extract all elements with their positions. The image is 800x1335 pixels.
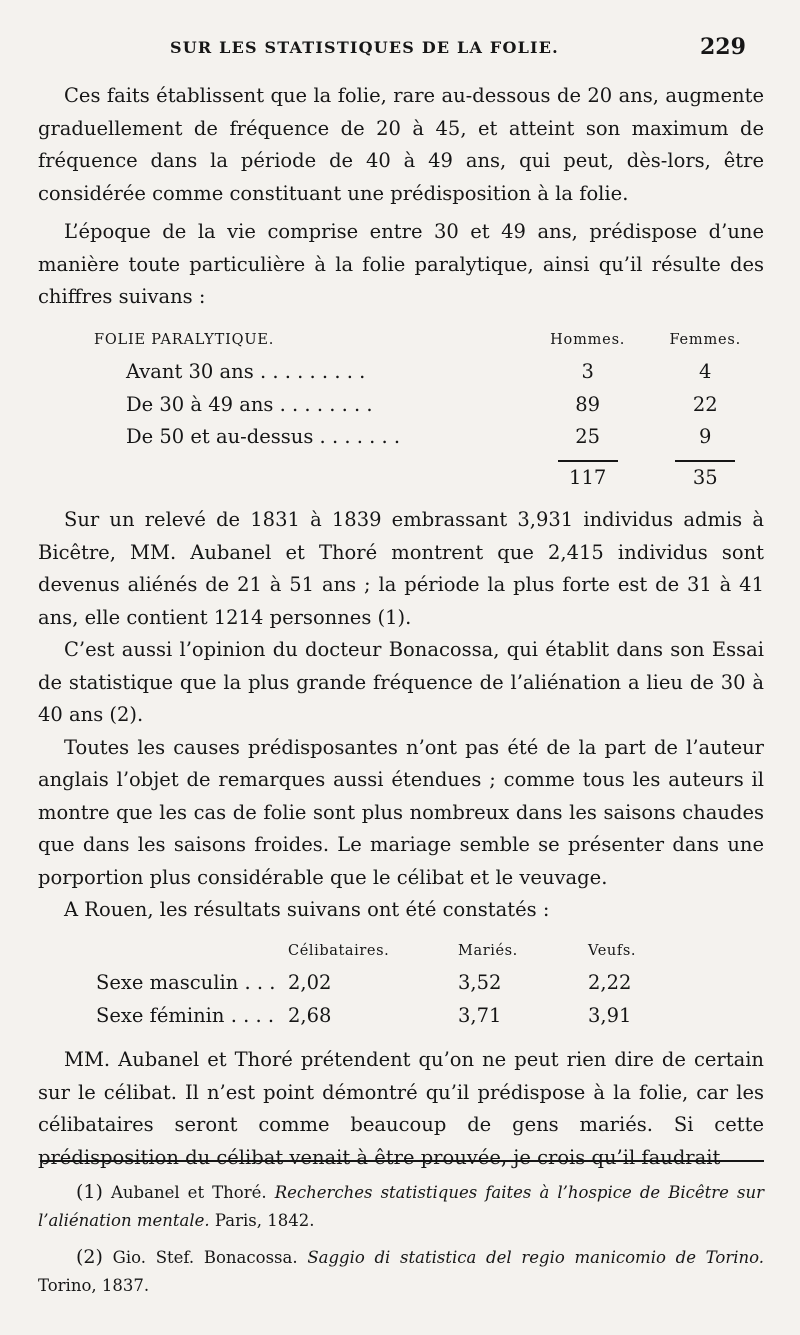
dot-leader: . . . . . . . . bbox=[279, 392, 373, 416]
footnotes bbox=[38, 1178, 764, 1300]
cell-hommes: 3 bbox=[581, 360, 594, 383]
running-title: SUR LES STATISTIQUES DE LA FOLIE. bbox=[170, 38, 559, 57]
cell-veufs: 3,91 bbox=[588, 1003, 632, 1027]
table-row bbox=[38, 421, 764, 454]
etat-civil-table bbox=[38, 935, 764, 1033]
paragraph-5: Toutes les causes prédisposantes n’ont pas été de la part de l’auteur anglais l’objet de remarques aussi étendues ; comme tous les auteurs il montre que les cas de folie sont plus nombreux dans les saisons chaudes que dans les saisons froides. Le mariage semble se présenter dans une porportion plus considérable que le célibat et le veuvage. bbox=[38, 735, 764, 889]
footnote-2 bbox=[38, 1243, 764, 1300]
footnote-title: Recherches statistiques faites à l’hospice de Bicêtre sur l’aliénation mentale. bbox=[38, 1183, 764, 1230]
footnote-rule bbox=[40, 1160, 764, 1162]
column-header-celibataires: Célibataires. bbox=[288, 942, 390, 959]
paragraph-3: Sur un relevé de 1831 à 1839 embrassant 3,931 individus admis à Bicêtre, MM. Aubanel et Thoré montrent que 2,415 individus sont devenus aliénés de 21 à 51 ans ; la période la plus forte est de 31 à 41 ans, elle contient 1214 personnes (1). bbox=[38, 508, 764, 629]
footnote-publication: Paris, 1842. bbox=[214, 1211, 315, 1230]
footnote-authors: Gio. Stef. Bonacossa. bbox=[112, 1248, 298, 1267]
paragraph-7: MM. Aubanel et Thoré prétendent qu’on ne peut rien dire de certain sur le célibat. Il n’est point démontré qu’il prédispose à la folie, car les célibataires seront comme beaucoup de gens mariés. Si cette prédisposition du célibat venait à être prouvée, je crois qu’il faudrait bbox=[38, 1048, 764, 1169]
row-label: De 50 et au-dessus . . . . . . . bbox=[126, 425, 401, 448]
row-label: Avant 30 ans . . . . . . . . . bbox=[126, 360, 366, 383]
cell-maries: 3,71 bbox=[458, 1003, 502, 1027]
paragraph-6: A Rouen, les résultats suivans ont été constatés : bbox=[64, 898, 550, 921]
row-label: De 30 à 49 ans . . . . . . . . bbox=[126, 392, 373, 416]
column-header-veufs: Veufs. bbox=[588, 942, 637, 959]
dot-leader: . . . . . . . . . bbox=[259, 360, 366, 383]
sum-rule bbox=[675, 460, 735, 462]
page-header bbox=[0, 34, 800, 64]
total-femmes: 35 bbox=[647, 454, 765, 495]
row-label: Sexe féminin . . . . bbox=[96, 1003, 275, 1027]
cell-femmes: 9 bbox=[699, 425, 712, 448]
dot-leader: . . . . bbox=[230, 1003, 275, 1027]
footnote-marker: (2) bbox=[76, 1246, 103, 1268]
page-number: 229 bbox=[700, 34, 746, 60]
table-heading: FOLIE PARALYTIQUE. bbox=[94, 331, 275, 348]
cell-maries: 3,52 bbox=[458, 971, 502, 994]
row-label: Sexe masculin . . . bbox=[96, 971, 276, 994]
column-header-hommes: Hommes. bbox=[550, 331, 626, 348]
footnote-marker: (1) bbox=[76, 1181, 103, 1203]
footnote-1 bbox=[38, 1178, 764, 1235]
footnote-publication: Torino, 1837. bbox=[38, 1276, 150, 1295]
cell-hommes: 89 bbox=[575, 392, 601, 416]
folie-paralytique-table bbox=[38, 324, 764, 495]
paragraph-2: L’époque de la vie comprise entre 30 et 49 ans, prédispose d’une manière toute particulière à la folie paralytique, ainsi qu’il résulte des chiffres suivans : bbox=[38, 220, 764, 308]
total-row bbox=[38, 454, 764, 495]
table-row bbox=[38, 1000, 764, 1033]
footnote-authors: Aubanel et Thoré. bbox=[111, 1183, 267, 1202]
paragraph-4: C’est aussi l’opinion du docteur Bonacossa, qui établit dans son Essai de statistique que la plus grande fréquence de l’aliénation a lieu de 30 à 40 ans (2). bbox=[38, 638, 764, 726]
dot-leader: . . . . . . . bbox=[319, 425, 401, 448]
cell-celibataires: 2,68 bbox=[288, 1003, 332, 1027]
total-hommes: 117 bbox=[529, 454, 647, 495]
cell-veufs: 2,22 bbox=[588, 971, 632, 994]
cell-hommes: 25 bbox=[575, 425, 601, 448]
cell-femmes: 4 bbox=[699, 360, 712, 383]
table-row bbox=[38, 967, 764, 1000]
dot-leader: . . . bbox=[244, 971, 276, 994]
column-header-femmes: Femmes. bbox=[669, 331, 742, 348]
table-row bbox=[38, 389, 764, 422]
table-row bbox=[38, 356, 764, 389]
footnote-title: Saggio di statistica del regio manicomio de Torino. bbox=[307, 1248, 765, 1267]
cell-celibataires: 2,02 bbox=[288, 971, 332, 994]
paragraph-1: Ces faits établissent que la folie, rare au-dessous de 20 ans, augmente graduellement de fréquence de 20 à 45, et atteint son maximum de fréquence dans la période de 40 à 49 ans, qui peut, dès-lors, être considérée comme constituant une prédisposition à la folie. bbox=[38, 84, 764, 205]
body-text bbox=[38, 80, 764, 1174]
cell-femmes: 22 bbox=[692, 392, 718, 416]
column-header-maries: Mariés. bbox=[458, 942, 518, 959]
sum-rule bbox=[558, 460, 618, 462]
